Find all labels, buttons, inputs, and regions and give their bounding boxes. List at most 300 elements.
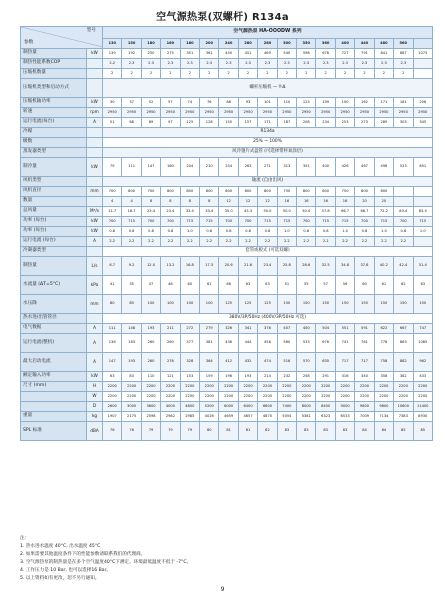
row-span-value: 轴流 (自由出风) (103, 177, 433, 187)
cell-value: 2200 (394, 392, 413, 402)
cell-value: 800 (238, 187, 257, 197)
row-unit: rpm (87, 108, 103, 118)
cell-value: 23.4 (141, 207, 160, 217)
cell-value: 150 (394, 295, 413, 314)
row-label: 电气数据 (21, 324, 87, 334)
cell-value: 66.7 (335, 207, 354, 217)
model-number: 130 (103, 39, 122, 49)
cell-value: 37.8 (355, 257, 374, 276)
cell-value: 121 (161, 372, 180, 382)
cell-value: 101 (258, 98, 277, 108)
cell-value: 125 (219, 295, 238, 314)
cell-value: 351 (297, 158, 316, 177)
cell-value: 2.3 (122, 59, 141, 69)
cell-value: 79 (180, 422, 199, 441)
cell-value: 2.3 (141, 59, 160, 69)
cell-value: 2200 (355, 392, 374, 402)
cell-value: 6323 (316, 412, 335, 422)
cell-value: 2200 (297, 382, 316, 392)
cell-value: 715 (374, 217, 393, 227)
cell-value: 214 (258, 372, 277, 382)
model-number: 300 (277, 39, 296, 49)
cell-value: 60 (180, 276, 199, 295)
cell-value: 7009 (355, 412, 374, 422)
row-unit (87, 177, 103, 187)
cell-value: 2950 (277, 108, 296, 118)
cell-value: 20.6 (219, 257, 238, 276)
cell-value: 4657 (238, 412, 257, 422)
cell-value: 700 (297, 217, 316, 227)
row-unit: W (87, 392, 103, 402)
cell-value: 254 (219, 158, 238, 177)
cell-value: 171 (374, 98, 393, 108)
cell-value: 2200 (374, 392, 393, 402)
cell-value: 42.4 (394, 257, 413, 276)
cell-value: 2600 (103, 402, 122, 412)
cell-value: 83 (122, 372, 141, 382)
cell-value: 4000 (161, 402, 180, 412)
page-title: 空气源热泵(双螺杆) R134a (156, 12, 289, 23)
cell-value: 516 (277, 353, 296, 372)
cell-value: 456 (258, 334, 277, 353)
model-number: 280 (238, 39, 257, 49)
cell-value: 33.4 (180, 207, 199, 217)
row-unit: A (87, 334, 103, 353)
row-label: SPL 标准 (21, 422, 87, 441)
cell-value: 800 (180, 187, 199, 197)
cell-value: 381 (200, 334, 219, 353)
cell-value: 160 (161, 158, 180, 177)
cell-value: 2.3 (258, 59, 277, 69)
cell-value: 279 (200, 324, 219, 334)
cell-value: 715 (335, 217, 354, 227)
cell-value: 776 (374, 334, 393, 353)
cell-value: 62 (394, 276, 413, 295)
cell-value: 450 (297, 324, 316, 334)
table-row (21, 217, 433, 227)
cell-value: 80 (103, 295, 122, 314)
cell-value: 6533 (335, 412, 354, 422)
cell-value: 715 (316, 217, 335, 227)
cell-value: 88 (219, 98, 238, 108)
cell-value: 40.2 (374, 257, 393, 276)
cell-value: 651 (413, 158, 433, 177)
cell-value: 622 (374, 324, 393, 334)
cell-value: 150 (316, 295, 335, 314)
cell-value: 12 (219, 197, 238, 207)
row-unit: kW (87, 98, 103, 108)
cell-value: 2.2 (355, 237, 374, 247)
cell-value: 715 (258, 217, 277, 227)
row-label: 冷凝器类型 (21, 247, 87, 257)
row-label: 制冷量 (21, 158, 87, 177)
note-line: 注： (20, 536, 30, 541)
cell-value: 2.3 (374, 59, 393, 69)
cell-value: 2950 (161, 108, 180, 118)
cell-value: 63 (238, 276, 257, 295)
spec-table (20, 26, 433, 441)
row-label: 额定输入功率 (21, 372, 87, 382)
cell-value: 32.5 (316, 257, 335, 276)
cell-value: 316 (335, 372, 354, 382)
row-unit: D (87, 402, 103, 412)
cell-value: 2.2 (141, 237, 160, 247)
cell-value: 57.8 (316, 207, 335, 217)
cell-value: 2200 (316, 382, 335, 392)
cell-value: 8 (200, 197, 219, 207)
cell-value: 3600 (141, 402, 160, 412)
cell-value: 57 (161, 98, 180, 108)
cell-value: 157 (238, 118, 257, 128)
cell-value: 8 (141, 197, 160, 207)
cell-value: 2.3 (200, 59, 219, 69)
row-unit: M³/s (87, 207, 103, 217)
cell-value: 678 (316, 49, 335, 59)
cell-value: 717 (355, 353, 374, 372)
cell-value: 0.8 (219, 227, 238, 237)
cell-value: 272 (180, 324, 199, 334)
cell-value: 451 (238, 49, 257, 59)
cell-value: 1.0 (335, 227, 354, 237)
cell-value: 1073 (413, 49, 433, 59)
cell-value: 61 (374, 276, 393, 295)
cell-value: 6000 (219, 402, 238, 412)
cell-value: 2200 (103, 392, 122, 402)
cell-value: 3000 (122, 402, 141, 412)
cell-value: 5200 (200, 402, 219, 412)
row-label: 风机直径 (21, 187, 87, 197)
row-unit: A (87, 237, 103, 247)
cell-value: 2200 (200, 382, 219, 392)
cell-value (394, 187, 413, 197)
cell-value: 551 (335, 324, 354, 334)
cell-value: 2200 (335, 382, 354, 392)
cell-value: 444 (238, 334, 257, 353)
cell-value: 153 (180, 372, 199, 382)
cell-value: 1.0 (374, 227, 393, 237)
cell-value: 412 (219, 353, 238, 372)
table-row (21, 372, 433, 382)
row-span-value: 25% ~ 100% (103, 138, 433, 148)
cell-value: 20 (374, 197, 393, 207)
model-number (413, 39, 433, 49)
cell-value: 2.2 (103, 237, 122, 247)
cell-value: 841 (374, 49, 393, 59)
cell-value: 275 (161, 49, 180, 59)
cell-value: 2200 (141, 382, 160, 392)
cell-value: 467 (355, 158, 374, 177)
row-label: 尺寸 (mm) (21, 382, 87, 392)
cell-value: 2982 (161, 412, 180, 422)
cell-value: 234 (316, 118, 335, 128)
cell-value: 147 (103, 353, 122, 372)
cell-value: 2.3 (219, 59, 238, 69)
cell-value: 150 (413, 295, 433, 314)
cell-value: 171 (258, 118, 277, 128)
row-label: 功率 (每台) (21, 227, 87, 237)
cell-value: 700 (103, 187, 122, 197)
cell-value: 35.0 (219, 207, 238, 217)
table-row (21, 148, 433, 158)
cell-value: 125 (180, 118, 199, 128)
table-row (21, 69, 433, 79)
cell-value: 450 (219, 49, 238, 59)
cell-value: 48 (161, 276, 180, 295)
cell-value: 0.8 (394, 227, 413, 237)
cell-value: 72.2 (374, 207, 393, 217)
cell-value: 0.8 (122, 227, 141, 237)
model-number: 360 (316, 39, 335, 49)
cell-value: 6800 (258, 402, 277, 412)
cell-value: 504 (316, 324, 335, 334)
cell-value: 55 (297, 276, 316, 295)
cell-value: 2950 (355, 108, 374, 118)
cell-value: 196 (219, 372, 238, 382)
cell-value: 340 (355, 372, 374, 382)
cell-value: 341 (238, 324, 257, 334)
cell-value: 193 (238, 372, 257, 382)
cell-value: 2950 (374, 108, 393, 118)
cell-value: 9.2 (122, 257, 141, 276)
cell-value: 20 (355, 197, 374, 207)
cell-value: 63 (103, 372, 122, 382)
cell-value: 700 (161, 217, 180, 227)
row-label: 水压降 (21, 295, 87, 314)
cell-value: 7400 (277, 402, 296, 412)
cell-value: 962 (413, 353, 433, 372)
cell-value: 56 (335, 276, 354, 295)
cell-value: 10600 (394, 402, 413, 412)
cell-value: 187 (277, 118, 296, 128)
cell-value: 2200 (258, 392, 277, 402)
cell-value: 361 (200, 49, 219, 59)
table-row (21, 237, 433, 247)
table-row (21, 295, 433, 314)
cell-value: 9000 (335, 402, 354, 412)
note-line: 2. 如果需要其他温度条件下的性能参数请联系我们的代理商。 (20, 552, 146, 557)
cell-value: 84 (355, 422, 374, 441)
cell-value: 700 (141, 217, 160, 227)
row-label: 蒸发器类型 (21, 148, 87, 158)
row-label: 总风量 (21, 207, 87, 217)
table-row (21, 138, 433, 148)
cell-value: 2.2 (122, 237, 141, 247)
cell-value: 100 (161, 295, 180, 314)
cell-value (413, 237, 433, 247)
cell-value: 11.7 (103, 207, 122, 217)
cell-value: 2 (103, 69, 122, 79)
cell-value: 2200 (394, 382, 413, 392)
cell-value: 52 (141, 98, 160, 108)
cell-value: 2950 (122, 108, 141, 118)
cell-value: 2200 (219, 392, 238, 402)
cell-value: 97 (161, 118, 180, 128)
cell-value: 2.3 (355, 59, 374, 69)
row-label: 运行电流(整机) (21, 334, 87, 353)
cell-value: 2.3 (180, 59, 199, 69)
cell-value: 9800 (355, 402, 374, 412)
row-unit: dBA (87, 422, 103, 441)
cell-value: 700 (141, 187, 160, 197)
cell-value: 181 (394, 98, 413, 108)
cell-value: 0.8 (103, 227, 122, 237)
cell-value: 148 (122, 324, 141, 334)
table-row (21, 207, 433, 217)
cell-value: 4026 (200, 412, 219, 422)
cell-value: 8 (180, 197, 199, 207)
table-row (21, 392, 433, 402)
cell-value: 125 (238, 295, 257, 314)
row-unit: mm (87, 295, 103, 314)
row-label: 压缩机数量 (21, 69, 87, 79)
cell-value: 2.2 (238, 237, 257, 247)
cell-value: 123 (297, 98, 316, 108)
cell-value: 2 (238, 69, 257, 79)
cell-value: 715 (413, 217, 433, 227)
row-unit (87, 314, 103, 324)
cell-value: 2175 (122, 412, 141, 422)
row-label: 最大启动电流 (21, 353, 87, 372)
cell-value: 47 (141, 276, 160, 295)
model-number: 560 (394, 39, 413, 49)
cell-value: 35 (122, 276, 141, 295)
cell-value: 4870 (258, 412, 277, 422)
cell-value: 303 (394, 118, 413, 128)
cell-value: 2 (277, 69, 296, 79)
note-line: 1. 热水进水温度 40°C, 出水温度 45°C (20, 544, 101, 549)
cell-value: 2950 (258, 108, 277, 118)
cell-value: 0.8 (238, 227, 257, 237)
model-number: 400 (335, 39, 354, 49)
cell-value: 83 (316, 422, 335, 441)
cell-value: 7134 (374, 412, 393, 422)
cell-value: 2200 (374, 382, 393, 392)
cell-value: 82 (258, 422, 277, 441)
cell-value: 2.2 (180, 237, 199, 247)
cell-value: 2.2 (316, 237, 335, 247)
cell-value: 81 (219, 422, 238, 441)
cell-value: 45.3 (238, 207, 257, 217)
cell-value: 211 (161, 324, 180, 334)
cell-value: 2.3 (238, 59, 257, 69)
cell-value: 2200 (200, 392, 219, 402)
cell-value: 41 (103, 276, 122, 295)
row-label: 制热量 (21, 49, 87, 59)
header-corner (21, 27, 103, 49)
cell-value: 291 (316, 372, 335, 382)
note-line: 4. 工作压力是 10 Bar, 也可以选择16 Bar。 (20, 568, 112, 573)
cell-value: 800 (122, 187, 141, 197)
cell-value (413, 187, 433, 197)
cell-value: 111 (122, 158, 141, 177)
cell-value: 2.2 (200, 237, 219, 247)
cell-value: 76 (103, 422, 122, 441)
cell-value: 750 (335, 187, 354, 197)
cell-value: 2 (394, 69, 413, 79)
cell-value: 51 (277, 276, 296, 295)
cell-value: 2.3 (394, 59, 413, 69)
cell-value: 150 (374, 295, 393, 314)
cell-value: 0.8 (316, 227, 335, 237)
cell-value: 676 (316, 334, 335, 353)
cell-value: 1.0 (277, 227, 296, 237)
cell-value: 125 (258, 295, 277, 314)
table-row (21, 422, 433, 441)
cell-value: 74 (180, 98, 199, 108)
cell-value: 2950 (394, 108, 413, 118)
cell-value: 162 (355, 98, 374, 108)
cell-value: 345 (413, 118, 433, 128)
cell-value: 887 (394, 49, 413, 59)
cell-value: 11400 (413, 402, 433, 412)
model-number: 180 (141, 39, 160, 49)
cell-value: 800 (161, 187, 180, 197)
cell-value: 800 (297, 187, 316, 197)
cell-value: 12 (258, 197, 277, 207)
cell-value: 206 (413, 98, 433, 108)
cell-value: 23.4 (161, 207, 180, 217)
cell-value: 110 (141, 372, 160, 382)
row-label: 运行电流 (每台) (21, 237, 87, 247)
cell-value: 83.4 (413, 207, 433, 217)
cell-value: 0.8 (258, 227, 277, 237)
row-label: 压缩机轴功率 (21, 98, 87, 108)
cell-value: 540 (277, 49, 296, 59)
row-unit: kg (87, 412, 103, 422)
cell-value: 2200 (277, 392, 296, 402)
cell-value: 37 (122, 98, 141, 108)
cell-value: 16.7 (122, 207, 141, 217)
cell-value: 1065 (413, 334, 433, 353)
cell-value: 2200 (122, 382, 141, 392)
cell-value: 433 (413, 372, 433, 382)
table-row (21, 158, 433, 177)
cell-value: 700 (103, 217, 122, 227)
table-row (21, 128, 433, 138)
cell-value: 150 (355, 295, 374, 314)
cell-value: 79 (141, 422, 160, 441)
cell-value: 800 (219, 187, 238, 197)
cell-value: 260 (161, 334, 180, 353)
table-row (21, 177, 433, 187)
cell-value: 2.2 (374, 237, 393, 247)
cell-value: 2.2 (335, 237, 354, 247)
cell-value: 2200 (413, 382, 433, 392)
cell-value (394, 197, 413, 207)
row-label: 制热量 (21, 257, 87, 276)
row-span-value: 380V/3P/50Hz (400V/3P/50Hz 可选) (103, 314, 433, 324)
cell-value: 761 (355, 334, 374, 353)
model-number: 280 (258, 39, 277, 49)
row-unit (87, 197, 103, 207)
cell-value: 426 (335, 158, 354, 177)
cell-value: 85 (394, 422, 413, 441)
cell-value: 193 (141, 324, 160, 334)
cell-value: 2 (355, 69, 374, 79)
cell-value: 111 (103, 324, 122, 334)
note-line: 5. 以上资料如有更改，恕不另行通知。 (20, 576, 100, 581)
cell-value: 2950 (103, 108, 122, 118)
table-row (21, 314, 433, 324)
cell-value: 358 (374, 372, 393, 382)
cell-value: 16 (297, 197, 316, 207)
cell-value: 326 (219, 324, 238, 334)
cell-value: 147 (141, 158, 160, 177)
cell-value: 717 (335, 353, 354, 372)
cell-value: 2 (374, 69, 393, 79)
cell-value: 8 (161, 197, 180, 207)
cell-value: 193 (122, 353, 141, 372)
